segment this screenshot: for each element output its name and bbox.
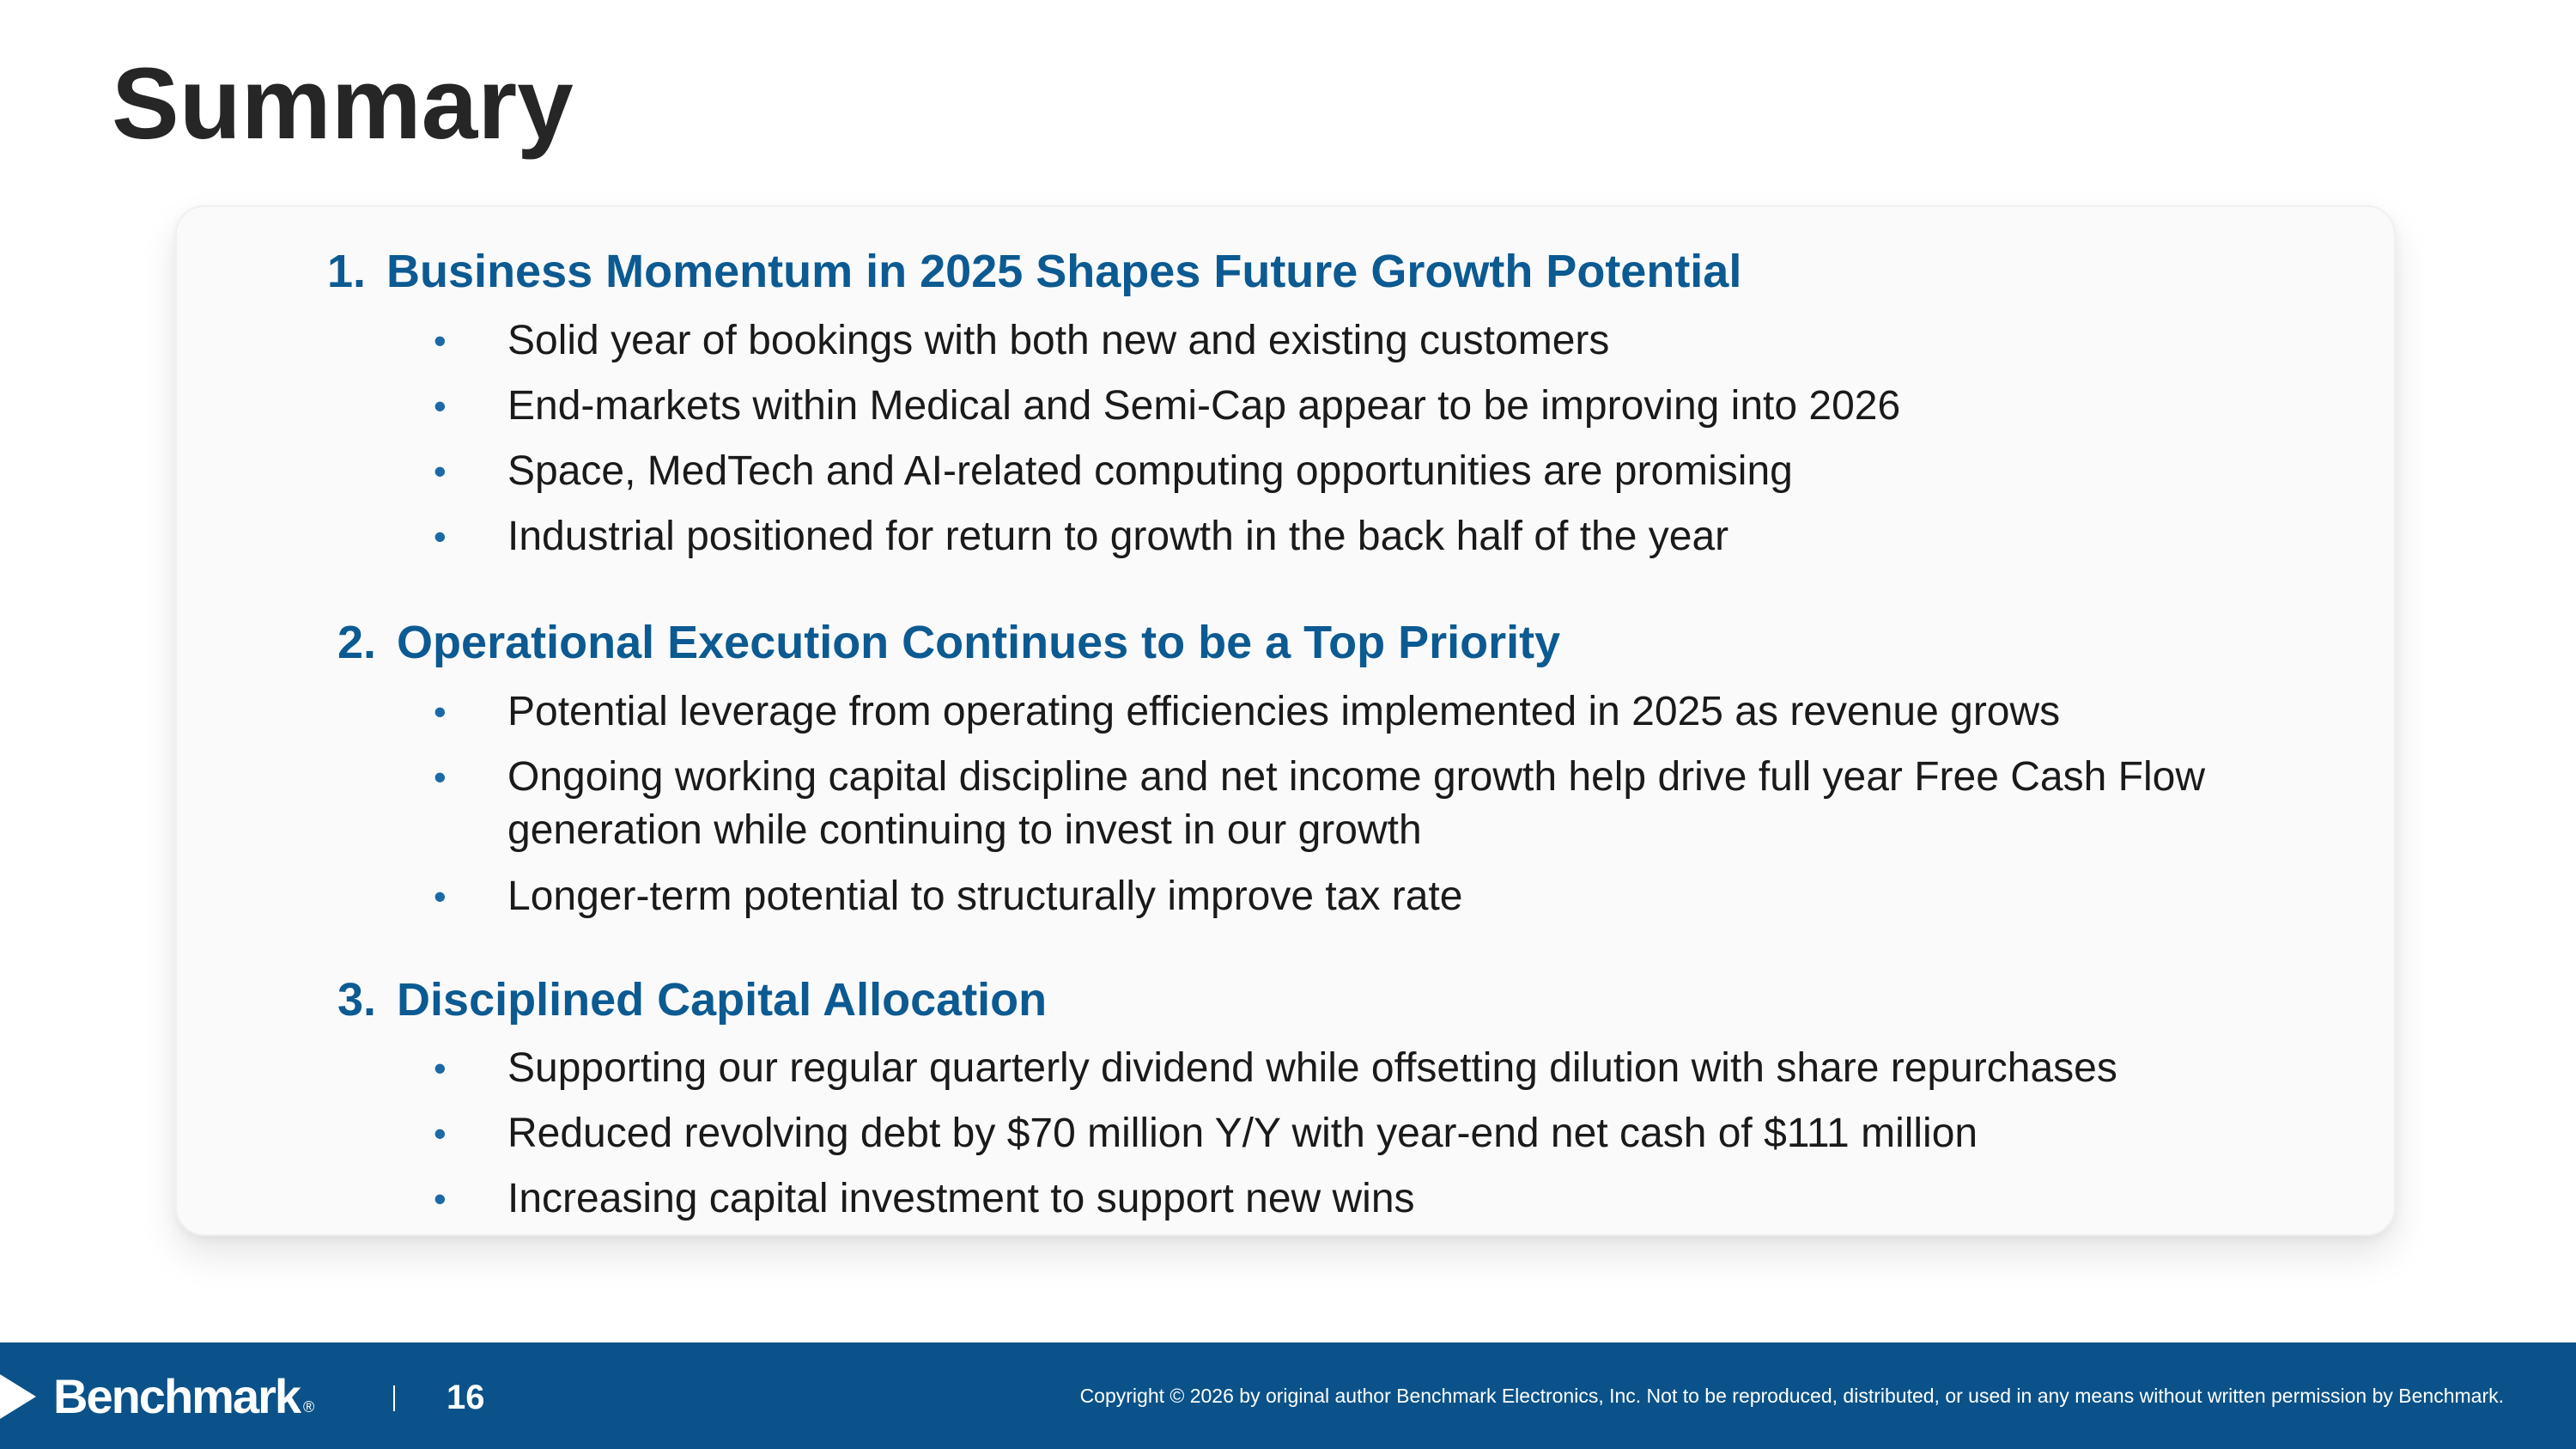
section-heading: [337, 619, 1560, 666]
registered-mark: ®: [303, 1398, 315, 1416]
bullet-text: Longer-term potential to structurally improve tax rate: [507, 874, 1463, 919]
footer-divider: [393, 1385, 395, 1411]
bullet-dot-icon: •: [434, 757, 447, 797]
bullet-dot-icon: •: [434, 320, 447, 361]
bullet-text: Ongoing working capital discipline and net income growth help drive full year Free Cash Flow generation while continuing to invest in our growth: [507, 754, 2205, 853]
bullet-dot-icon: •: [434, 451, 447, 491]
bullet-dot-icon: •: [434, 1048, 447, 1088]
bullet-text: Industrial positioned for return to growth in the back half of the year: [507, 514, 1729, 559]
bullet-text: Potential leverage from operating efficiencies implemented in 2025 as revenue grows: [507, 689, 2061, 734]
copyright-notice: Copyright © 2026 by original author Benchmark Electronics, Inc. Not to be reproduced, distributed, or used in any means without written permission by Benchmark.: [1079, 1385, 2504, 1407]
section-heading-text: Business Momentum in 2025 Shapes Future Growth Potential: [386, 246, 1742, 297]
bullet-text: Increasing capital investment to support new wins: [507, 1176, 1415, 1221]
section-heading: [337, 974, 1048, 1026]
page-number: 16: [447, 1379, 485, 1416]
section-heading-text: Disciplined Capital Allocation: [397, 974, 1048, 1026]
page-title: Summary: [112, 47, 574, 161]
summary-panel: [175, 205, 2396, 1236]
section-heading-text: Operational Execution Continues to be a Top Priority: [397, 617, 1561, 668]
logo-wordmark: Benchmark: [53, 1369, 301, 1423]
bullet-text: Solid year of bookings with both new and existing customers: [507, 318, 1610, 363]
section-heading: [327, 248, 1741, 295]
benchmark-arrow-icon: [0, 1374, 36, 1419]
bullet-text: End-markets within Medical and Semi-Cap appear to be improving into 2026: [507, 383, 1901, 429]
section-number: 3.: [337, 974, 377, 1026]
benchmark-logo: [0, 1367, 314, 1427]
bullet-dot-icon: •: [434, 1178, 447, 1219]
bullet-dot-icon: •: [434, 386, 447, 426]
bullet-text: Space, MedTech and AI-related computing opportunities are promising: [507, 448, 1793, 494]
bullet-dot-icon: •: [434, 876, 447, 916]
bullet-text: Supporting our regular quarterly dividend while offsetting dilution with share repurchases: [507, 1045, 2117, 1091]
footer-bar: [0, 1342, 2576, 1449]
section-number: 2.: [337, 617, 377, 668]
bullet-text: Reduced revolving debt by $70 million Y/Y with year-end net cash of $111 million: [507, 1111, 1978, 1156]
bullet-dot-icon: •: [434, 1113, 447, 1154]
section-number: 1.: [327, 246, 367, 297]
bullet-dot-icon: •: [434, 691, 447, 732]
bullet-dot-icon: •: [434, 516, 447, 557]
